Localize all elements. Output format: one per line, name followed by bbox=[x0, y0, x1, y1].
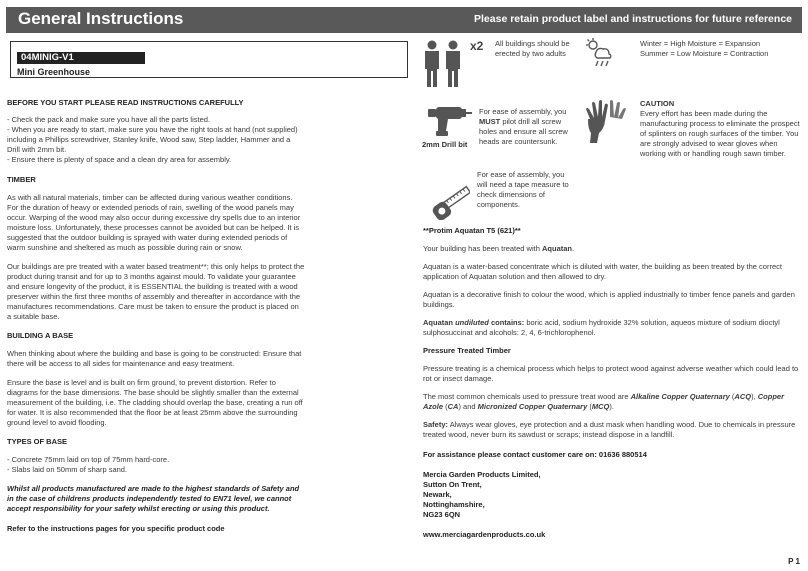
contains-aquatan: Aquatan bbox=[423, 318, 453, 327]
chem-ca-code: CA bbox=[447, 402, 459, 411]
safety-text: Always wear gloves, eye protection and a dust mask when handling wood. Due to chemicals in pressure treated wood, never burn its sawdust or scraps; instead dispose in a landfill. bbox=[423, 420, 796, 439]
drill-icon bbox=[422, 103, 472, 139]
adults-count: x2 bbox=[470, 39, 484, 53]
chem-ca: Copper Azole bbox=[423, 392, 784, 411]
safety-label: Safety: bbox=[423, 420, 449, 429]
treated-pre: Your building has been treated with bbox=[423, 244, 540, 253]
treated-line bbox=[423, 244, 799, 254]
contains-text: boric acid, sodium hydroxide 32% solution, aqueos mixture of sodium dioctyl sulphosuccinat and alcohols: 2, 4, 6-trichlorophenol. bbox=[423, 318, 780, 337]
refer-note: Refer to the instructions pages for you specific product code bbox=[7, 524, 225, 533]
before-item: - Check the pack and make sure you have all the parts listed. bbox=[7, 115, 211, 124]
types-item: - Slabs laid on 50mm of sharp sand. bbox=[7, 465, 128, 474]
chem-mcq-code: MCQ bbox=[591, 402, 610, 411]
aquatan-contains bbox=[423, 318, 799, 338]
product-name: Mini Greenhouse bbox=[17, 67, 91, 77]
adults-text: All buildings should be erected by two adults bbox=[495, 39, 570, 58]
website-link[interactable]: www.merciagardenproducts.co.uk bbox=[423, 530, 546, 539]
chemicals-pre: The most common chemicals used to pressure treat wood are bbox=[423, 392, 629, 401]
drill-text-post: pilot drill all screw holes and ensure all screw heads are countersunk. bbox=[479, 117, 568, 146]
caution-title: CAUTION bbox=[640, 99, 675, 108]
pressure-paragraph: Pressure treating is a chemical process which helps to protect wood against adverse weather which could lead to rot or insect damage. bbox=[423, 364, 799, 383]
weather-text bbox=[640, 39, 805, 59]
before-item: - Ensure there is plenty of space and a clean dry area for assembly. bbox=[7, 155, 232, 164]
protim-heading: **Protim Aquatan T5 (621)** bbox=[423, 226, 521, 235]
address-block bbox=[423, 470, 799, 520]
product-code: 04MINIG-V1 bbox=[17, 52, 145, 64]
types-heading: TYPES OF BASE bbox=[7, 437, 68, 446]
right-column bbox=[423, 226, 799, 540]
aquatan-paragraph: Aquatan is a decorative finish to colour the wood, which is applied industrially to timber fence panels and garden buildings. bbox=[423, 290, 795, 309]
product-box bbox=[10, 41, 408, 78]
address-line: Sutton On Trent, bbox=[423, 480, 482, 489]
drill-text-pre: For ease of assembly, you bbox=[479, 107, 567, 116]
address-line: Mercia Garden Products Limited, bbox=[423, 470, 541, 479]
two-adults-icon bbox=[422, 39, 472, 89]
weather-summer: Summer = Low Moisture = Contraction bbox=[640, 49, 769, 58]
base-paragraph: Ensure the base is level and is built on firm ground, to prevent distortion. Refer to diagrams for the base dimensions. The base should be slightly smaller than the external measurement of the building, i.e. The cladding should overlap the base, creating a run off for water. It is also recommended that the floor be at least 25mm above the surrounding ground level to avoid flooding. bbox=[7, 378, 303, 427]
drill-text bbox=[479, 107, 569, 147]
contains-label: contains: bbox=[490, 318, 525, 327]
header-note: Please retain product label and instructions for future reference bbox=[474, 13, 792, 25]
timber-paragraph: As with all natural materials, timber can be affected during various weather conditions. For the duration of heavy or extended periods of rain, swelling of the wood panels may occur. Warping of the wood may also occur during excessive dry spells due to an interior moisture loss. Unfortunately, these processes cannot be avoided but can be helped. It is suggested that the outdoor building is sprayed with water during extended periods of warm sunshine and sheltered as much as possible during rain or snow. bbox=[7, 193, 301, 252]
base-heading: BUILDING A BASE bbox=[7, 331, 74, 340]
address-line: Newark, bbox=[423, 490, 452, 499]
drill-label: 2mm Drill bit bbox=[422, 140, 468, 149]
chem-acq: Alkaline Copper Quaternary bbox=[630, 392, 730, 401]
base-paragraph: When thinking about where the building and base is going to be constructed: Ensure that there will be access to all sides for maintenance and easy treatment. bbox=[7, 349, 302, 368]
left-column bbox=[7, 98, 305, 534]
before-item: - When you are ready to start, make sure you have the right tools at hand (not supplied) including a Phillips screwdriver, Stanley knife, Wood saw, Step ladder, Hammer and a Drill with 2mm bit. bbox=[7, 125, 298, 154]
tape-text: For ease of assembly, you will need a tape measure to check dimensions of components. bbox=[477, 170, 569, 209]
treated-aquatan: Aquatan bbox=[542, 244, 572, 253]
weather-icon bbox=[584, 38, 614, 68]
treated-end: . bbox=[572, 244, 575, 253]
weather-winter: Winter = High Moisture = Expansion bbox=[640, 39, 761, 48]
types-item: - Concrete 75mm laid on top of 75mm hard-core. bbox=[7, 455, 170, 464]
chem-and: and bbox=[463, 402, 476, 411]
pressure-heading: Pressure Treated Timber bbox=[423, 346, 511, 355]
timber-heading: TIMBER bbox=[7, 175, 36, 184]
chem-mcq: Micronized Copper Quaternary bbox=[477, 402, 588, 411]
chem-acq-code: ACQ bbox=[734, 392, 752, 401]
page-title: General Instructions bbox=[18, 9, 184, 28]
gloves-icon bbox=[584, 99, 628, 143]
address-line: Nottinghamshire, bbox=[423, 500, 485, 509]
safety-paragraph bbox=[423, 420, 799, 440]
assistance-line: For assistance please contact customer care on: 01636 880514 bbox=[423, 450, 647, 459]
header-bar bbox=[6, 7, 802, 33]
address-line: NG23 6QN bbox=[423, 510, 461, 519]
safety-warning: Whilst all products manufactured are made to the highest standards of Safety and in the case of childrens products independently tested to EN71 level, we cannot accept responsibility for your safety whilst erecting or using this product. bbox=[7, 484, 300, 513]
aquatan-paragraph: Aquatan is a water-based concentrate which is diluted with water, the building as been treated by the correct application of Aquatan solution and then allowed to dry. bbox=[423, 262, 782, 281]
page-number: P 1 bbox=[788, 557, 800, 566]
contains-undiluted: undiluted bbox=[455, 318, 489, 327]
before-heading: BEFORE YOU START PLEASE READ INSTRUCTIONS CAREFULLY bbox=[7, 98, 244, 107]
timber-paragraph: Our buildings are pre treated with a water based treatment**; this only helps to protect the product during transit and for up to 3 months against mould. To validate your guarantee and ensure longevity of the product, it is ESSENTIAL the building is treated with a wood preserver within the first three months of assembly and thereafter in accordance with the manufactures recommendations. Care must be taken to ensure the product is placed on a suitable base. bbox=[7, 262, 305, 321]
drill-text-must: MUST bbox=[479, 117, 501, 126]
tape-measure-icon bbox=[422, 172, 470, 220]
caution-block bbox=[640, 99, 802, 159]
pressure-chemicals: The most common chemicals used to pressure treat wood are Alkaline Copper Quaternary (ACQ), Copper Azole (CA) and Micronized Copper Quaternary (MCQ). bbox=[423, 392, 784, 411]
caution-text: Every effort has been made during the manufacturing process to eliminate the prospect of splinters on rough surfaces of the timber. You are strongly advised to wear gloves when working with or handling rough sawn timber. bbox=[640, 109, 800, 158]
